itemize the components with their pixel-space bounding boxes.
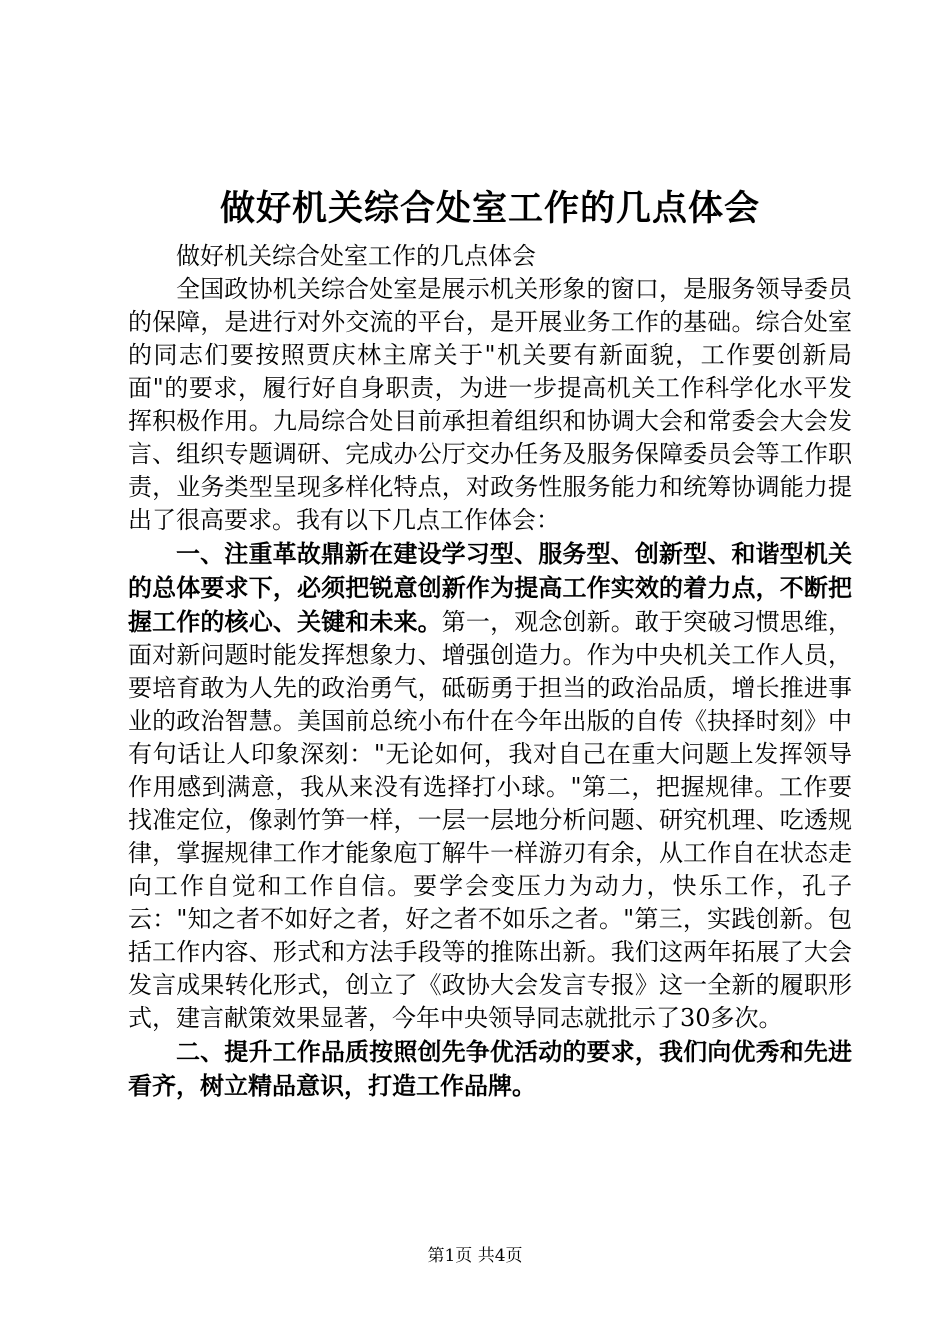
document-page [128, 180, 852, 1103]
document-title: 做好机关综合处室工作的几点体会 [219, 188, 760, 229]
section-1-body: 第一，观念创新。敢于突破习惯思维，面对新问题时能发挥想象力、增强创造力。作为中央机关工作人员，要培育敢为人先的政治勇气，砥砺勇于担当的政治品质，增长推进事业的政治智慧。美国前总统小布什在今年出版的自传《抉择时刻》中有句话让人印象深刻："无论如何，我对自己在重大问题上发挥领导作用感到满意，我从来没有选择打小球。"第二，把握规律。工作要找准定位，像剥竹笋一样，一层一层地分析问题、研究机理、吃透规律，掌握规律工作才能象庖丁解牛一样游刃有余，从工作自在状态走向工作自觉和工作自信。要学会变压力为动力，快乐工作，孔子云："知之者不如好之者，好之者不如乐之者。"第三，实践创新。包括工作内容、形式和方法手段等的推陈出新。我们这两年拓展了大会发言成果转化形式，创立了《政协大会发言专报》这一全新的履职形式，建言献策效果显著，今年中央领导同志就批示了30多次。 [128, 608, 853, 1032]
section-1-paragraph [128, 537, 852, 1035]
intro-paragraph: 全国政协机关综合处室是展示机关形象的窗口，是服务领导委员的保障，是进行对外交流的平台，是开展业务工作的基础。综合处室的同志们要按照贾庆林主席关于"机关要有新面貌，工作要创新局面"的要求，履行好自身职责，为进一步提高机关工作科学化水平发挥积极作用。九局综合处目前承担着组织和协调大会和常委会大会发言、组织专题调研、完成办公厅交办任务及服务保障委员会等工作职责，业务类型呈现多样化特点，对政务性服务能力和统筹协调能力提出了很高要求。我有以下几点工作体会： [128, 275, 852, 534]
page-footer: 第1页 共4页 [427, 1246, 523, 1266]
document-subtitle: 做好机关综合处室工作的几点体会 [176, 242, 536, 270]
section-1-heading: 一、注重革故鼎新在建设学习型、服务型、创新型、和谐型机关的总体要求下，必须把锐意创新作为提高工作实效的着力点，不断把握工作的核心、关键和未来。 [128, 539, 852, 636]
section-2-heading: 二、提升工作品质按照创先争优活动的要求，我们向优秀和先进看齐，树立精品意识，打造工作品牌。 [128, 1037, 852, 1100]
section-2-paragraph [128, 1035, 852, 1103]
